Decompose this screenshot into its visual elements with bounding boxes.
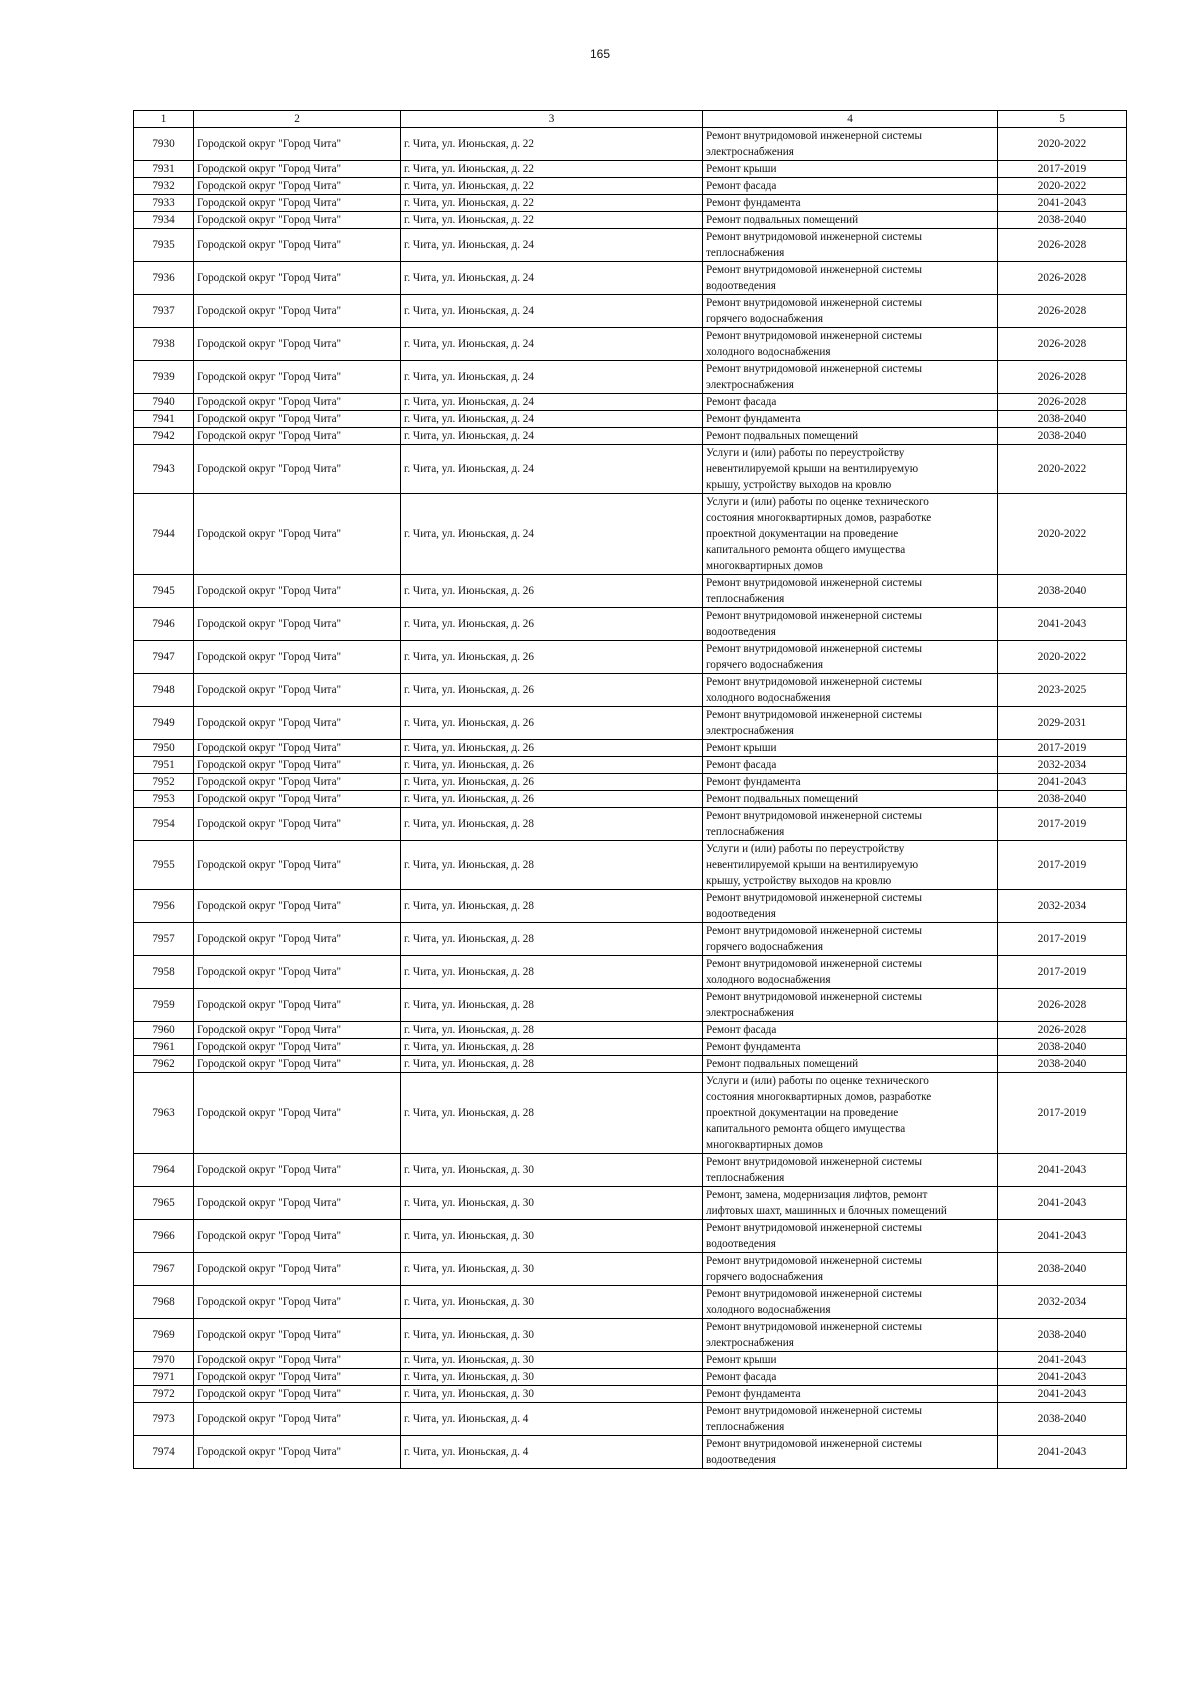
period-cell: 2041-2043 (998, 1154, 1127, 1187)
address-cell: г. Чита, ул. Июньская, д. 22 (401, 178, 703, 195)
work-type-cell: Ремонт внутридомовой инженерной системы холодного водоснабжения (703, 1286, 998, 1319)
period-cell: 2032-2034 (998, 757, 1127, 774)
table-row (134, 674, 1127, 707)
municipality-cell: Городской округ "Город Чита" (194, 295, 401, 328)
municipality-cell: Городской округ "Город Чита" (194, 757, 401, 774)
work-type-cell: Ремонт внутридомовой инженерной системы теплоснабжения (703, 575, 998, 608)
municipality-cell: Городской округ "Город Чита" (194, 641, 401, 674)
municipality-cell: Городской округ "Город Чита" (194, 608, 401, 641)
table-row (134, 1403, 1127, 1436)
address-cell: г. Чита, ул. Июньская, д. 28 (401, 1039, 703, 1056)
period-cell: 2041-2043 (998, 195, 1127, 212)
address-cell: г. Чита, ул. Июньская, д. 4 (401, 1436, 703, 1469)
row-number-cell: 7931 (134, 161, 194, 178)
table-row (134, 262, 1127, 295)
period-cell: 2029-2031 (998, 707, 1127, 740)
table-row (134, 757, 1127, 774)
municipality-cell: Городской округ "Город Чита" (194, 1056, 401, 1073)
header-col-5: 5 (998, 111, 1127, 128)
municipality-cell: Городской округ "Город Чита" (194, 1154, 401, 1187)
address-cell: г. Чита, ул. Июньская, д. 30 (401, 1220, 703, 1253)
period-cell: 2020-2022 (998, 494, 1127, 575)
row-number-cell: 7946 (134, 608, 194, 641)
work-type-cell: Ремонт фундамента (703, 195, 998, 212)
municipality-cell: Городской округ "Город Чита" (194, 428, 401, 445)
work-type-cell: Ремонт внутридомовой инженерной системы электроснабжения (703, 989, 998, 1022)
municipality-cell: Городской округ "Город Чита" (194, 361, 401, 394)
municipality-cell: Городской округ "Город Чита" (194, 740, 401, 757)
municipality-cell: Городской округ "Город Чита" (194, 1253, 401, 1286)
address-cell: г. Чита, ул. Июньская, д. 28 (401, 989, 703, 1022)
row-number-cell: 7961 (134, 1039, 194, 1056)
row-number-cell: 7934 (134, 212, 194, 229)
address-cell: г. Чита, ул. Июньская, д. 28 (401, 1073, 703, 1154)
address-cell: г. Чита, ул. Июньская, д. 24 (401, 428, 703, 445)
period-cell: 2038-2040 (998, 428, 1127, 445)
address-cell: г. Чита, ул. Июньская, д. 28 (401, 956, 703, 989)
address-cell: г. Чита, ул. Июньская, д. 24 (401, 295, 703, 328)
address-cell: г. Чита, ул. Июньская, д. 24 (401, 361, 703, 394)
period-cell: 2041-2043 (998, 1436, 1127, 1469)
work-type-cell: Ремонт внутридомовой инженерной системы теплоснабжения (703, 808, 998, 841)
table-row (134, 608, 1127, 641)
address-cell: г. Чита, ул. Июньская, д. 28 (401, 923, 703, 956)
work-type-cell: Ремонт внутридомовой инженерной системы электроснабжения (703, 707, 998, 740)
address-cell: г. Чита, ул. Июньская, д. 24 (401, 262, 703, 295)
row-number-cell: 7969 (134, 1319, 194, 1352)
table-row (134, 641, 1127, 674)
work-type-cell: Ремонт внутридомовой инженерной системы электроснабжения (703, 361, 998, 394)
municipality-cell: Городской округ "Город Чита" (194, 575, 401, 608)
table-row (134, 1286, 1127, 1319)
period-cell: 2038-2040 (998, 1039, 1127, 1056)
row-number-cell: 7974 (134, 1436, 194, 1469)
row-number-cell: 7949 (134, 707, 194, 740)
table-row (134, 295, 1127, 328)
table-row (134, 229, 1127, 262)
address-cell: г. Чита, ул. Июньская, д. 24 (401, 411, 703, 428)
municipality-cell: Городской округ "Город Чита" (194, 989, 401, 1022)
municipality-cell: Городской округ "Город Чита" (194, 262, 401, 295)
municipality-cell: Городской округ "Город Чита" (194, 1039, 401, 1056)
period-cell: 2041-2043 (998, 774, 1127, 791)
period-cell: 2041-2043 (998, 608, 1127, 641)
table-row (134, 411, 1127, 428)
work-type-cell: Услуги и (или) работы по оценке технического состояния многоквартирных домов, разработке проектной документации на проведение капитального ремонта общего имущества многоквартирных домов (703, 494, 998, 575)
row-number-cell: 7965 (134, 1187, 194, 1220)
work-type-cell: Ремонт фундамента (703, 411, 998, 428)
municipality-cell: Городской округ "Город Чита" (194, 1073, 401, 1154)
address-cell: г. Чита, ул. Июньская, д. 30 (401, 1253, 703, 1286)
row-number-cell: 7953 (134, 791, 194, 808)
row-number-cell: 7936 (134, 262, 194, 295)
row-number-cell: 7945 (134, 575, 194, 608)
address-cell: г. Чита, ул. Июньская, д. 26 (401, 608, 703, 641)
period-cell: 2032-2034 (998, 890, 1127, 923)
municipality-cell: Городской округ "Город Чита" (194, 1187, 401, 1220)
municipality-cell: Городской округ "Город Чита" (194, 707, 401, 740)
work-type-cell: Ремонт внутридомовой инженерной системы теплоснабжения (703, 1403, 998, 1436)
table-row (134, 740, 1127, 757)
municipality-cell: Городской округ "Город Чита" (194, 1286, 401, 1319)
row-number-cell: 7944 (134, 494, 194, 575)
header-col-3: 3 (401, 111, 703, 128)
period-cell: 2017-2019 (998, 956, 1127, 989)
municipality-cell: Городской округ "Город Чита" (194, 890, 401, 923)
work-type-cell: Ремонт внутридомовой инженерной системы водоотведения (703, 1220, 998, 1253)
table-row (134, 394, 1127, 411)
municipality-cell: Городской округ "Город Чита" (194, 212, 401, 229)
address-cell: г. Чита, ул. Июньская, д. 26 (401, 774, 703, 791)
row-number-cell: 7933 (134, 195, 194, 212)
period-cell: 2020-2022 (998, 128, 1127, 161)
work-type-cell: Ремонт внутридомовой инженерной системы холодного водоснабжения (703, 674, 998, 707)
work-type-cell: Ремонт внутридомовой инженерной системы водоотведения (703, 262, 998, 295)
period-cell: 2038-2040 (998, 1319, 1127, 1352)
table-row (134, 841, 1127, 890)
period-cell: 2020-2022 (998, 178, 1127, 195)
work-type-cell: Ремонт крыши (703, 1352, 998, 1369)
period-cell: 2017-2019 (998, 923, 1127, 956)
work-type-cell: Ремонт фасада (703, 394, 998, 411)
period-cell: 2038-2040 (998, 1253, 1127, 1286)
table-row (134, 791, 1127, 808)
row-number-cell: 7956 (134, 890, 194, 923)
table-row (134, 494, 1127, 575)
work-type-cell: Услуги и (или) работы по переустройству невентилируемой крыши на вентилируемую крышу, устройству выходов на кровлю (703, 445, 998, 494)
work-type-cell: Ремонт подвальных помещений (703, 791, 998, 808)
period-cell: 2017-2019 (998, 841, 1127, 890)
work-type-cell: Ремонт фундамента (703, 774, 998, 791)
municipality-cell: Городской округ "Город Чита" (194, 328, 401, 361)
table-row (134, 445, 1127, 494)
row-number-cell: 7967 (134, 1253, 194, 1286)
period-cell: 2020-2022 (998, 445, 1127, 494)
table-row (134, 328, 1127, 361)
period-cell: 2026-2028 (998, 229, 1127, 262)
table-row (134, 707, 1127, 740)
period-cell: 2038-2040 (998, 575, 1127, 608)
table-row (134, 1154, 1127, 1187)
table-row (134, 1369, 1127, 1386)
table-row (134, 1253, 1127, 1286)
header-col-4: 4 (703, 111, 998, 128)
header-col-2: 2 (194, 111, 401, 128)
row-number-cell: 7937 (134, 295, 194, 328)
row-number-cell: 7952 (134, 774, 194, 791)
address-cell: г. Чита, ул. Июньская, д. 4 (401, 1403, 703, 1436)
municipality-cell: Городской округ "Город Чита" (194, 1369, 401, 1386)
address-cell: г. Чита, ул. Июньская, д. 30 (401, 1352, 703, 1369)
work-type-cell: Ремонт, замена, модернизация лифтов, ремонт лифтовых шахт, машинных и блочных помещений (703, 1187, 998, 1220)
address-cell: г. Чита, ул. Июньская, д. 24 (401, 445, 703, 494)
table-row (134, 956, 1127, 989)
period-cell: 2041-2043 (998, 1352, 1127, 1369)
work-type-cell: Ремонт внутридомовой инженерной системы горячего водоснабжения (703, 295, 998, 328)
period-cell: 2041-2043 (998, 1220, 1127, 1253)
address-cell: г. Чита, ул. Июньская, д. 24 (401, 328, 703, 361)
work-type-cell: Ремонт внутридомовой инженерной системы холодного водоснабжения (703, 956, 998, 989)
municipality-cell: Городской округ "Город Чита" (194, 1022, 401, 1039)
period-cell: 2041-2043 (998, 1386, 1127, 1403)
municipality-cell: Городской округ "Город Чита" (194, 791, 401, 808)
row-number-cell: 7947 (134, 641, 194, 674)
municipality-cell: Городской округ "Город Чита" (194, 229, 401, 262)
period-cell: 2017-2019 (998, 161, 1127, 178)
work-type-cell: Ремонт внутридомовой инженерной системы горячего водоснабжения (703, 923, 998, 956)
row-number-cell: 7930 (134, 128, 194, 161)
work-type-cell: Ремонт фундамента (703, 1039, 998, 1056)
table-row (134, 989, 1127, 1022)
municipality-cell: Городской округ "Город Чита" (194, 841, 401, 890)
table-row (134, 890, 1127, 923)
row-number-cell: 7959 (134, 989, 194, 1022)
table-body (134, 128, 1127, 1469)
address-cell: г. Чита, ул. Июньская, д. 30 (401, 1386, 703, 1403)
municipality-cell: Городской округ "Город Чита" (194, 411, 401, 428)
period-cell: 2038-2040 (998, 791, 1127, 808)
row-number-cell: 7951 (134, 757, 194, 774)
period-cell: 2026-2028 (998, 361, 1127, 394)
table-row (134, 1073, 1127, 1154)
municipality-cell: Городской округ "Город Чита" (194, 1403, 401, 1436)
table-row (134, 1056, 1127, 1073)
municipality-cell: Городской округ "Город Чита" (194, 161, 401, 178)
row-number-cell: 7958 (134, 956, 194, 989)
table-row (134, 808, 1127, 841)
period-cell: 2026-2028 (998, 262, 1127, 295)
table-row (134, 1187, 1127, 1220)
work-type-cell: Ремонт фасада (703, 1022, 998, 1039)
row-number-cell: 7957 (134, 923, 194, 956)
municipality-cell: Городской округ "Город Чита" (194, 195, 401, 212)
work-type-cell: Услуги и (или) работы по переустройству невентилируемой крыши на вентилируемую крышу, устройству выходов на кровлю (703, 841, 998, 890)
period-cell: 2026-2028 (998, 394, 1127, 411)
period-cell: 2017-2019 (998, 808, 1127, 841)
address-cell: г. Чита, ул. Июньская, д. 26 (401, 791, 703, 808)
period-cell: 2017-2019 (998, 740, 1127, 757)
period-cell: 2026-2028 (998, 1022, 1127, 1039)
row-number-cell: 7964 (134, 1154, 194, 1187)
table-row (134, 161, 1127, 178)
row-number-cell: 7939 (134, 361, 194, 394)
period-cell: 2038-2040 (998, 1403, 1127, 1436)
work-type-cell: Ремонт внутридомовой инженерной системы горячего водоснабжения (703, 641, 998, 674)
row-number-cell: 7972 (134, 1386, 194, 1403)
address-cell: г. Чита, ул. Июньская, д. 22 (401, 195, 703, 212)
address-cell: г. Чита, ул. Июньская, д. 28 (401, 1056, 703, 1073)
period-cell: 2041-2043 (998, 1187, 1127, 1220)
work-type-cell: Услуги и (или) работы по оценке технического состояния многоквартирных домов, разработке проектной документации на проведение капитального ремонта общего имущества многоквартирных домов (703, 1073, 998, 1154)
row-number-cell: 7973 (134, 1403, 194, 1436)
table-row (134, 774, 1127, 791)
municipality-cell: Городской округ "Город Чита" (194, 808, 401, 841)
row-number-cell: 7932 (134, 178, 194, 195)
work-type-cell: Ремонт фундамента (703, 1386, 998, 1403)
municipality-cell: Городской округ "Город Чита" (194, 1220, 401, 1253)
municipality-cell: Городской округ "Город Чита" (194, 1436, 401, 1469)
row-number-cell: 7948 (134, 674, 194, 707)
address-cell: г. Чита, ул. Июньская, д. 22 (401, 161, 703, 178)
period-cell: 2026-2028 (998, 989, 1127, 1022)
period-cell: 2017-2019 (998, 1073, 1127, 1154)
municipality-cell: Городской округ "Город Чита" (194, 1319, 401, 1352)
row-number-cell: 7966 (134, 1220, 194, 1253)
address-cell: г. Чита, ул. Июньская, д. 26 (401, 575, 703, 608)
period-cell: 2020-2022 (998, 641, 1127, 674)
row-number-cell: 7935 (134, 229, 194, 262)
address-cell: г. Чита, ул. Июньская, д. 30 (401, 1319, 703, 1352)
address-cell: г. Чита, ул. Июньская, д. 28 (401, 841, 703, 890)
header-col-1: 1 (134, 111, 194, 128)
header-row (134, 111, 1127, 128)
work-type-cell: Ремонт фасада (703, 1369, 998, 1386)
row-number-cell: 7955 (134, 841, 194, 890)
row-number-cell: 7950 (134, 740, 194, 757)
row-number-cell: 7960 (134, 1022, 194, 1039)
row-number-cell: 7942 (134, 428, 194, 445)
address-cell: г. Чита, ул. Июньская, д. 24 (401, 229, 703, 262)
row-number-cell: 7963 (134, 1073, 194, 1154)
table-header (134, 111, 1127, 128)
address-cell: г. Чита, ул. Июньская, д. 30 (401, 1187, 703, 1220)
municipality-cell: Городской округ "Город Чита" (194, 1352, 401, 1369)
period-cell: 2038-2040 (998, 1056, 1127, 1073)
address-cell: г. Чита, ул. Июньская, д. 30 (401, 1286, 703, 1319)
table-row (134, 428, 1127, 445)
municipality-cell: Городской округ "Город Чита" (194, 394, 401, 411)
row-number-cell: 7970 (134, 1352, 194, 1369)
work-type-cell: Ремонт внутридомовой инженерной системы теплоснабжения (703, 229, 998, 262)
table-row (134, 212, 1127, 229)
period-cell: 2026-2028 (998, 295, 1127, 328)
period-cell: 2032-2034 (998, 1286, 1127, 1319)
table-row (134, 1319, 1127, 1352)
table-row (134, 1436, 1127, 1469)
work-type-cell: Ремонт подвальных помещений (703, 1056, 998, 1073)
address-cell: г. Чита, ул. Июньская, д. 28 (401, 890, 703, 923)
municipality-cell: Городской округ "Город Чита" (194, 178, 401, 195)
page-number: 165 (589, 47, 611, 61)
address-cell: г. Чита, ул. Июньская, д. 24 (401, 494, 703, 575)
work-type-cell: Ремонт внутридомовой инженерной системы водоотведения (703, 890, 998, 923)
work-type-cell: Ремонт крыши (703, 740, 998, 757)
work-type-cell: Ремонт крыши (703, 161, 998, 178)
address-cell: г. Чита, ул. Июньская, д. 30 (401, 1369, 703, 1386)
work-type-cell: Ремонт фасада (703, 178, 998, 195)
row-number-cell: 7962 (134, 1056, 194, 1073)
table-row (134, 1220, 1127, 1253)
work-type-cell: Ремонт внутридомовой инженерной системы теплоснабжения (703, 1154, 998, 1187)
work-type-cell: Ремонт внутридомовой инженерной системы электроснабжения (703, 1319, 998, 1352)
municipality-cell: Городской округ "Город Чита" (194, 494, 401, 575)
work-type-cell: Ремонт подвальных помещений (703, 212, 998, 229)
period-cell: 2026-2028 (998, 328, 1127, 361)
work-type-cell: Ремонт внутридомовой инженерной системы холодного водоснабжения (703, 328, 998, 361)
table-row (134, 361, 1127, 394)
work-type-cell: Ремонт подвальных помещений (703, 428, 998, 445)
work-type-cell: Ремонт внутридомовой инженерной системы электроснабжения (703, 128, 998, 161)
address-cell: г. Чита, ул. Июньская, д. 26 (401, 740, 703, 757)
table-row (134, 178, 1127, 195)
row-number-cell: 7968 (134, 1286, 194, 1319)
address-cell: г. Чита, ул. Июньская, д. 30 (401, 1154, 703, 1187)
work-type-cell: Ремонт фасада (703, 757, 998, 774)
address-cell: г. Чита, ул. Июньская, д. 22 (401, 128, 703, 161)
municipality-cell: Городской округ "Город Чита" (194, 1386, 401, 1403)
address-cell: г. Чита, ул. Июньская, д. 22 (401, 212, 703, 229)
period-cell: 2041-2043 (998, 1369, 1127, 1386)
table-row (134, 923, 1127, 956)
table-row (134, 1386, 1127, 1403)
table-row (134, 1022, 1127, 1039)
address-cell: г. Чита, ул. Июньская, д. 26 (401, 641, 703, 674)
work-type-cell: Ремонт внутридомовой инженерной системы горячего водоснабжения (703, 1253, 998, 1286)
row-number-cell: 7954 (134, 808, 194, 841)
period-cell: 2023-2025 (998, 674, 1127, 707)
row-number-cell: 7940 (134, 394, 194, 411)
table-row (134, 575, 1127, 608)
row-number-cell: 7943 (134, 445, 194, 494)
address-cell: г. Чита, ул. Июньская, д. 26 (401, 757, 703, 774)
table-row (134, 1039, 1127, 1056)
repair-schedule-table (133, 110, 1127, 1469)
address-cell: г. Чита, ул. Июньская, д. 26 (401, 707, 703, 740)
table-row (134, 1352, 1127, 1369)
work-type-cell: Ремонт внутридомовой инженерной системы водоотведения (703, 1436, 998, 1469)
municipality-cell: Городской округ "Город Чита" (194, 774, 401, 791)
address-cell: г. Чита, ул. Июньская, д. 28 (401, 1022, 703, 1039)
period-cell: 2038-2040 (998, 212, 1127, 229)
work-type-cell: Ремонт внутридомовой инженерной системы водоотведения (703, 608, 998, 641)
address-cell: г. Чита, ул. Июньская, д. 24 (401, 394, 703, 411)
municipality-cell: Городской округ "Город Чита" (194, 956, 401, 989)
municipality-cell: Городской округ "Город Чита" (194, 674, 401, 707)
table-row (134, 195, 1127, 212)
municipality-cell: Городской округ "Город Чита" (194, 128, 401, 161)
municipality-cell: Городской округ "Город Чита" (194, 923, 401, 956)
table-row (134, 128, 1127, 161)
address-cell: г. Чита, ул. Июньская, д. 28 (401, 808, 703, 841)
municipality-cell: Городской округ "Город Чита" (194, 445, 401, 494)
row-number-cell: 7971 (134, 1369, 194, 1386)
period-cell: 2038-2040 (998, 411, 1127, 428)
address-cell: г. Чита, ул. Июньская, д. 26 (401, 674, 703, 707)
row-number-cell: 7941 (134, 411, 194, 428)
row-number-cell: 7938 (134, 328, 194, 361)
